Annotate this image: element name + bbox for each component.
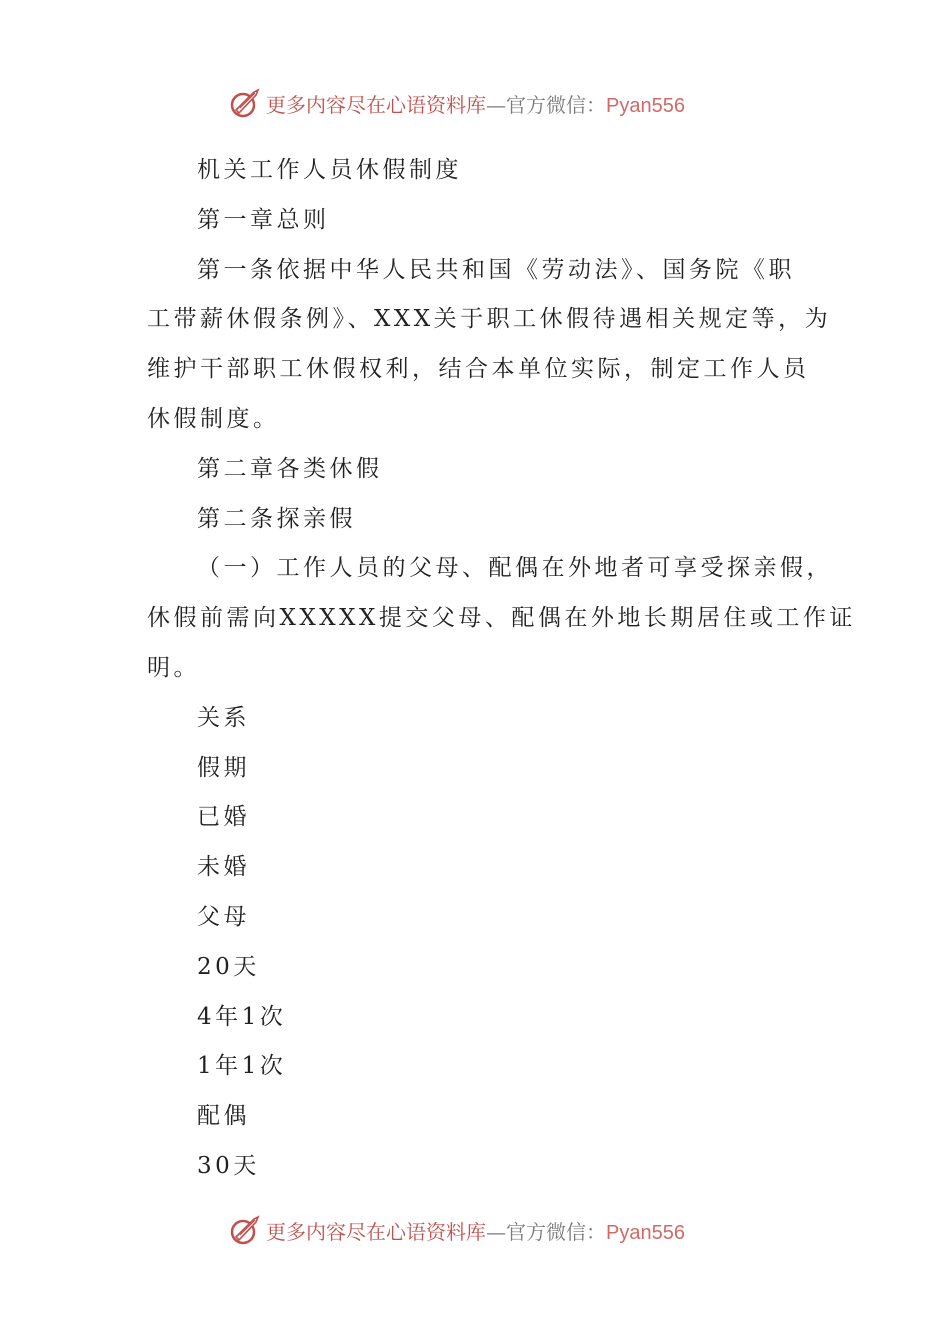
paragraph-line: 明。 bbox=[147, 654, 200, 681]
footer-watermark bbox=[228, 1213, 685, 1247]
table-cell: 1年1次 bbox=[197, 1053, 287, 1080]
quill-logo-icon bbox=[228, 1213, 262, 1247]
article-heading: 第二条探亲假 bbox=[197, 505, 356, 532]
watermark-text: 更多内容尽在心语资料库—官方微信：Pyan556 bbox=[266, 1219, 685, 1244]
chapter-heading: 第二章各类休假 bbox=[197, 455, 383, 482]
paragraph-line: 第一条依据中华人民共和国《劳动法》、国务院《职 bbox=[197, 256, 795, 283]
table-cell: 已婚 bbox=[197, 804, 250, 831]
quill-logo-icon bbox=[228, 86, 262, 120]
article-paragraph bbox=[147, 246, 832, 445]
header-watermark bbox=[228, 86, 685, 120]
paragraph-line: （一）工作人员的父母、配偶在外地者可享受探亲假， bbox=[197, 555, 833, 582]
paragraph-line: 维护干部职工休假权利，结合本单位实际，制定工作人员 bbox=[147, 356, 810, 383]
table-cell: 关系 bbox=[197, 704, 250, 731]
table-cell: 配偶 bbox=[197, 1103, 250, 1130]
table-cell: 20天 bbox=[197, 953, 260, 980]
table-cell: 假期 bbox=[197, 754, 250, 781]
paragraph-line: 休假前需向XXXXX提交父母、配偶在外地长期居住或工作证 bbox=[147, 605, 856, 632]
article-paragraph bbox=[147, 544, 856, 693]
table-cell: 父母 bbox=[197, 903, 250, 930]
table-cell: 4年1次 bbox=[197, 1003, 287, 1030]
table-cell: 30天 bbox=[197, 1152, 260, 1179]
paragraph-line: 工带薪休假条例》、XXX关于职工休假待遇相关规定等，为 bbox=[147, 306, 832, 333]
document-body bbox=[147, 146, 856, 1192]
table-cell: 未婚 bbox=[197, 854, 250, 881]
watermark-text: 更多内容尽在心语资料库—官方微信：Pyan556 bbox=[266, 92, 685, 117]
chapter-heading: 第一章总则 bbox=[197, 206, 330, 233]
paragraph-line: 休假制度。 bbox=[147, 405, 280, 432]
document-title: 机关工作人员休假制度 bbox=[197, 157, 462, 183]
